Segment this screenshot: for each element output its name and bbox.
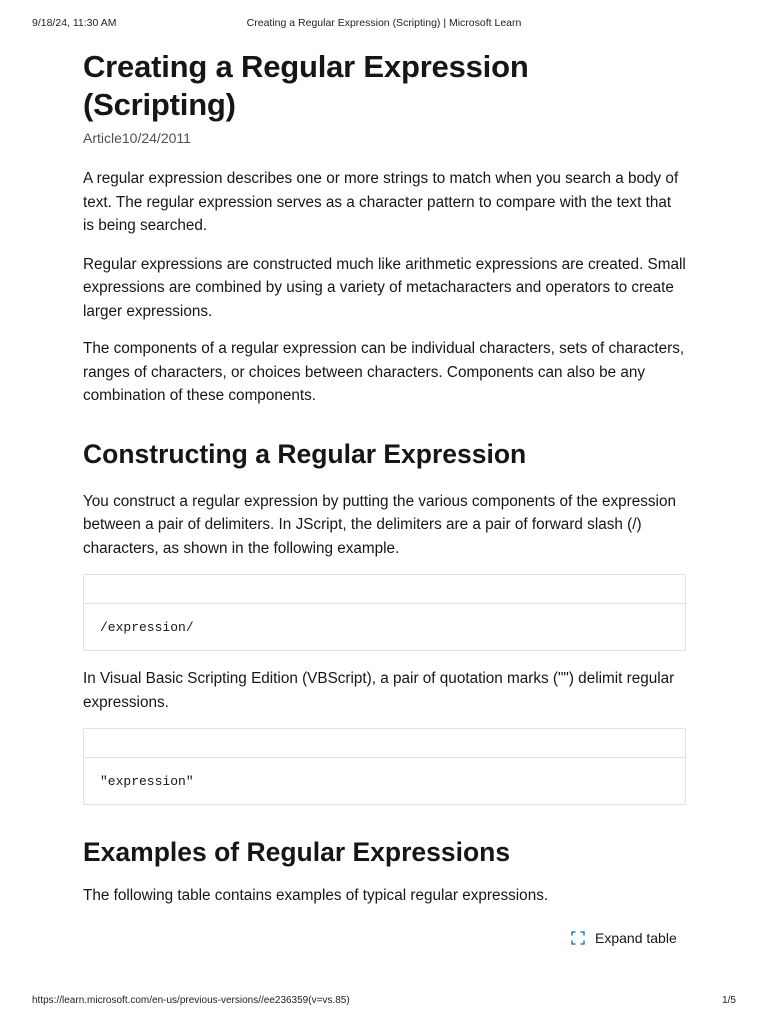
section-heading-constructing: Constructing a Regular Expression xyxy=(83,438,527,469)
code-block-content[interactable]: "expression" xyxy=(100,773,194,789)
section-heading-examples: Examples of Regular Expressions xyxy=(83,837,511,867)
intro-paragraph-3: The components of a regular expression can be individual characters, sets of characters, ranges of characters, or choices between characters. Components can also be any combination of these components. xyxy=(83,340,685,404)
expand-table-button[interactable] xyxy=(571,930,677,946)
print-page-title: Creating a Regular Expression (Scripting) | Microsoft Learn xyxy=(246,17,522,29)
section1-paragraph-1: You construct a regular expression by putting the various components of the expression between a pair of delimiters. In JScript, the delimiters are a pair of forward slash (/) characters, as shown in the following example. xyxy=(83,492,676,557)
article-title: Creating a Regular Expression (Scripting) xyxy=(83,49,529,122)
code-block-jscript xyxy=(83,574,686,651)
intro-paragraph-1: A regular expression describes one or more strings to match when you search a body of text. The regular expression serves as a character pattern to compare with the text that is being searched. xyxy=(83,170,679,234)
code-block-vbscript xyxy=(83,728,686,805)
code-block-header xyxy=(84,729,685,758)
expand-corners-icon xyxy=(571,931,585,945)
section2-paragraph: The following table contains examples of typical regular expressions. xyxy=(83,887,549,904)
print-page-count: 1/5 xyxy=(722,995,736,1006)
expand-table-label: Expand table xyxy=(595,930,677,946)
article-meta: Article10/24/2011 xyxy=(83,130,191,146)
print-header xyxy=(32,17,736,31)
intro-paragraph-2: Regular expressions are constructed much like arithmetic expressions are created. Small expressions are combined by using a variety of metacharacters and operators to create larger expressions. xyxy=(83,255,686,320)
code-block-header xyxy=(84,575,685,604)
code-block-content[interactable]: /expression/ xyxy=(100,619,194,635)
section1-paragraph-2: In Visual Basic Scripting Edition (VBScript), a pair of quotation marks ("") delimit regular expressions. xyxy=(83,670,675,711)
print-footer xyxy=(32,995,736,1009)
print-datetime: 9/18/24, 11:30 AM xyxy=(32,17,117,29)
article-content xyxy=(83,48,686,908)
print-url: https://learn.microsoft.com/en-us/previous-versions//ee236359(v=vs.85) xyxy=(32,995,350,1006)
